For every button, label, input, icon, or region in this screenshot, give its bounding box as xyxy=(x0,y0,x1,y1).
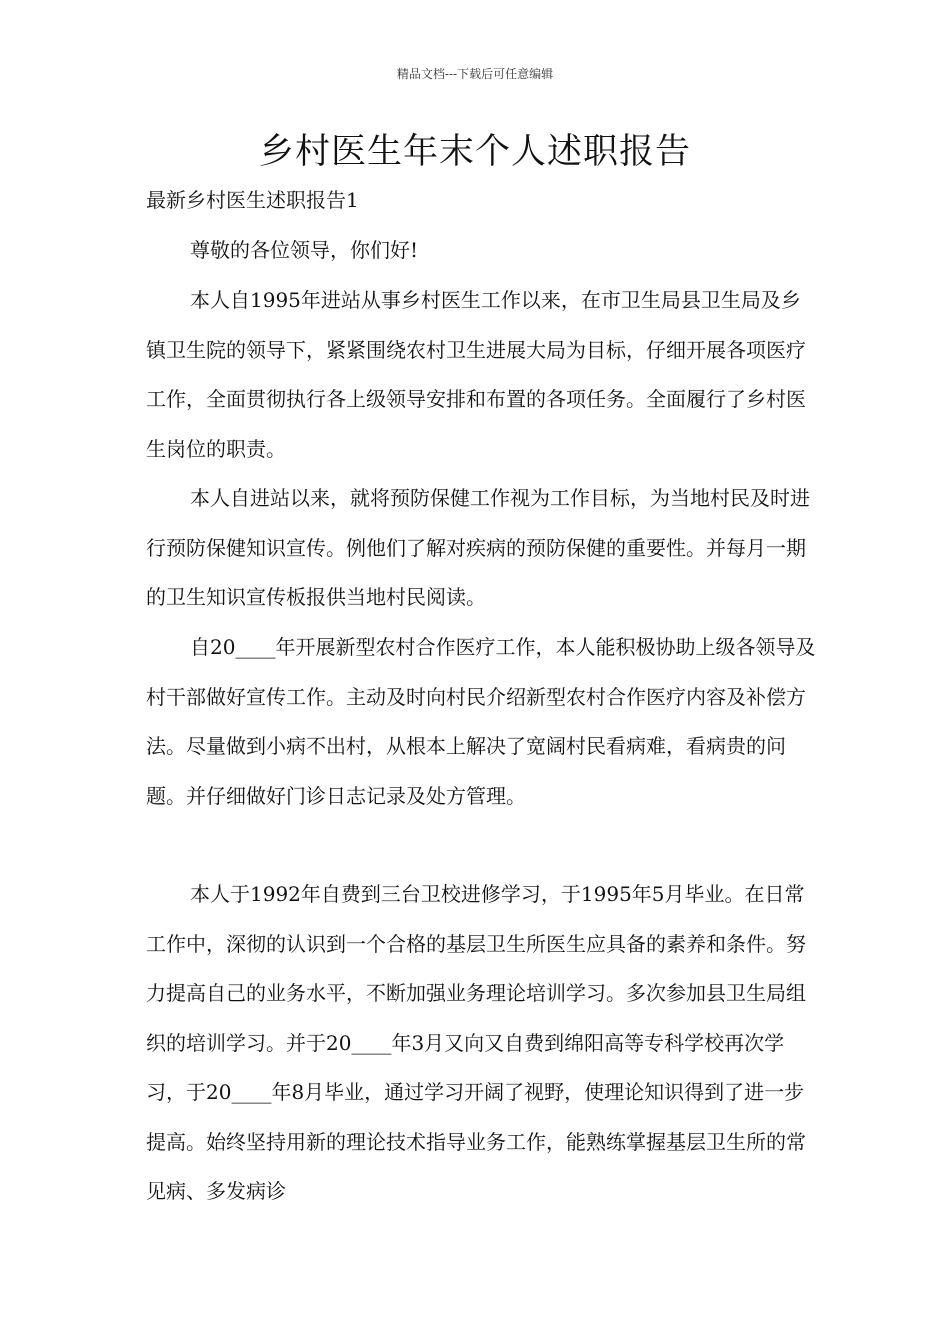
document-title: 乡村医生年末个人述职报告 xyxy=(258,132,691,172)
paragraph-intro: 本人自1995年进站从事乡村医生工作以来，在市卫生局县卫生局及乡镇卫生院的领导下，紧紧围绕农村卫生进展大局为目标，仔细开展各项医疗工作，全面贯彻执行各上级领导安排和布置的各项任务。全面履行了乡村医生岗位的职责。 xyxy=(146,288,806,461)
paragraph-prevention: 本人自进站以来，就将预防保健工作视为工作目标，为当地村民及时进行预防保健知识宣传。例他们了解对疾病的预防保健的重要性。并每月一期的卫生知识宣传板报供当地村民阅读。 xyxy=(146,486,810,609)
page-header: 精品文档---下载后可任意编辑 xyxy=(396,67,554,81)
document-subtitle: 最新乡村医生述职报告1 xyxy=(146,188,359,212)
paragraph-cooperative-medical: 自20____年开展新型农村合作医疗工作，本人能积极协助上级各领导及村干部做好宣传工作。主动及时向村民介绍新型农村合作医疗内容及补偿方法。尽量做到小病不出村，从根本上解决了宽阔村民看病难，看病贵的问题。并仔细做好门诊日志记录及处方管理。 xyxy=(146,635,816,808)
paragraph-study: 本人于1992年自费到三台卫校进修学习，于1995年5月毕业。在日常工作中，深彻的认识到一个合格的基层卫生所医生应具备的素养和条件。努力提高自己的业务水平，不断加强业务理论培训学习。多次参加县卫生局组织的培训学习。并于20____年3月又向又自费到绵阳高等专科学校再次学习，于20____年8月毕业，通过学习开阔了视野，使理论知识得到了进一步提高。始终坚持用新的理论技术指导业务工作，能熟练掌握基层卫生所的常见病、多发病诊 xyxy=(146,882,806,1203)
paragraph-greeting: 尊敬的各位领导，你们好! xyxy=(190,238,419,262)
